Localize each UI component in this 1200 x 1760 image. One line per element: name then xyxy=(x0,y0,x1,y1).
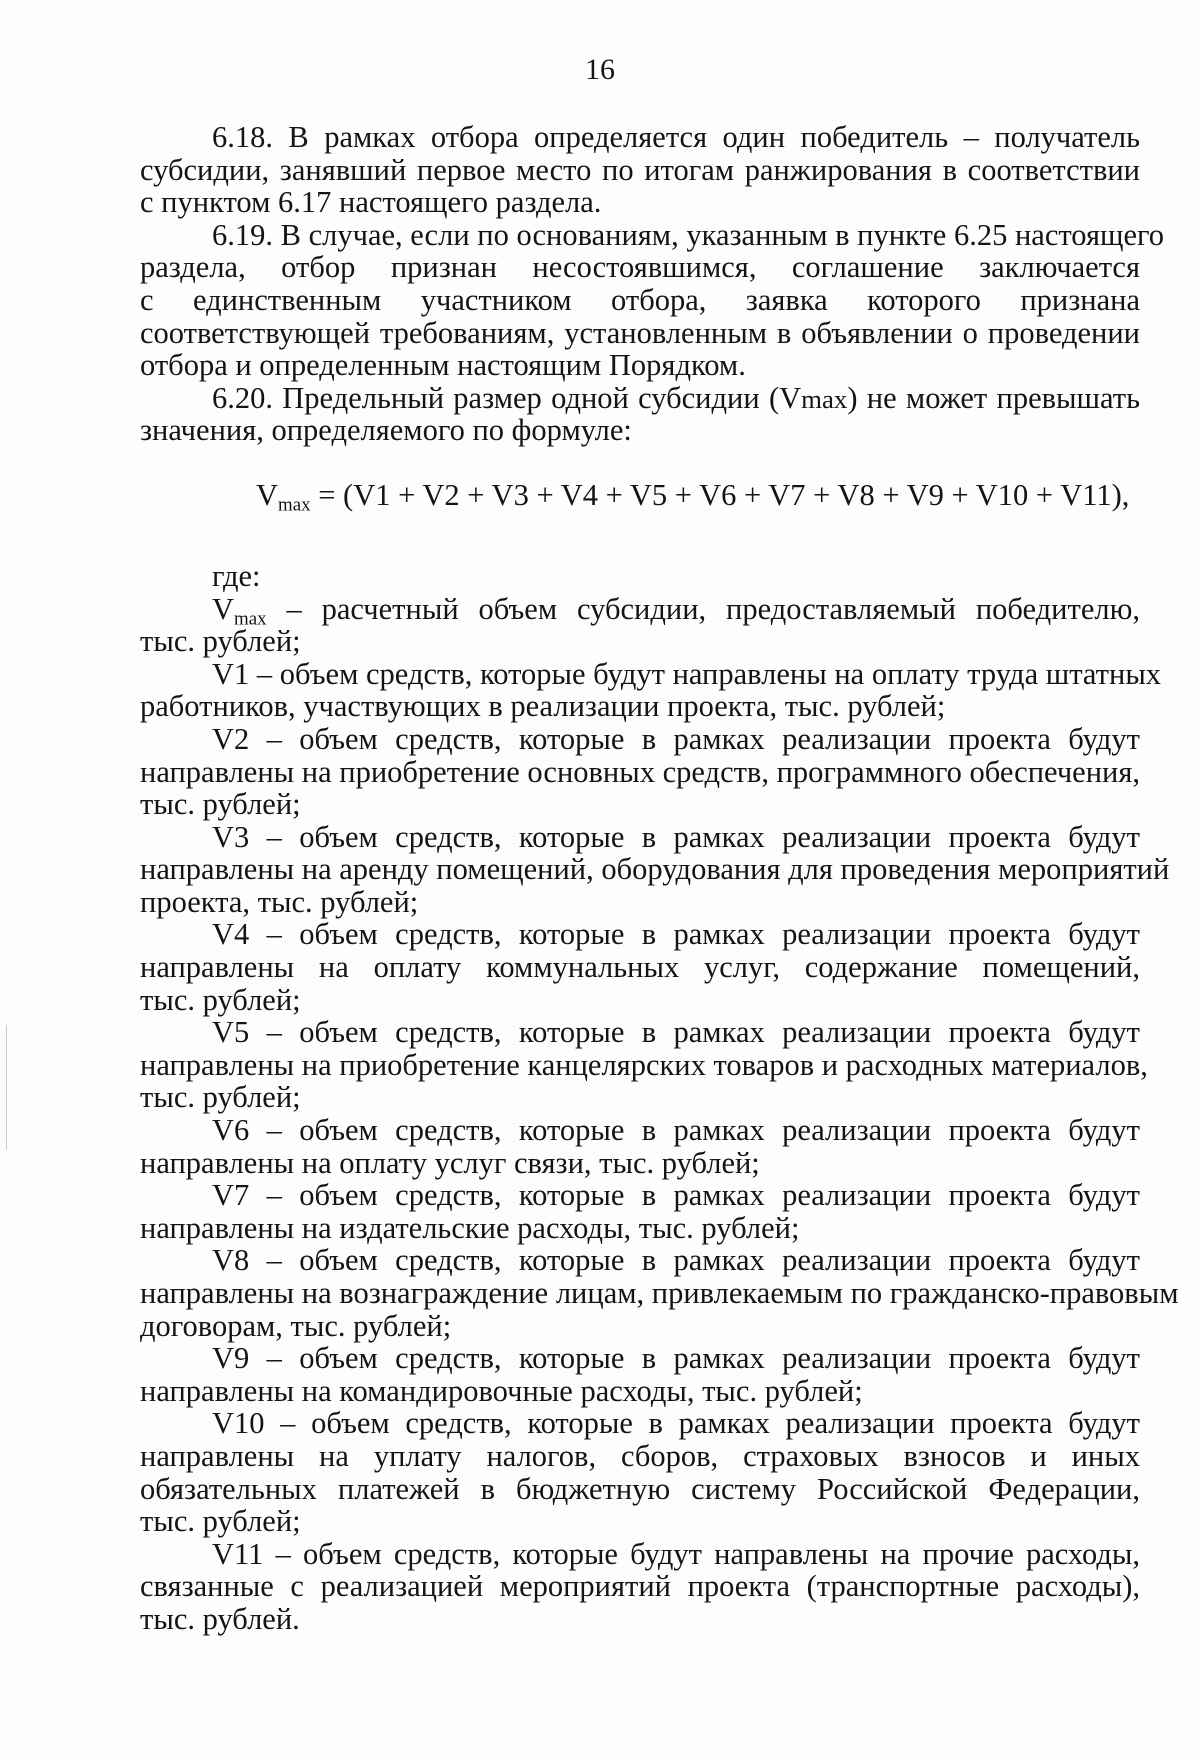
text-line: 6.19. В случае, если по основаниям, указанным в пункте 6.25 настоящего xyxy=(212,217,1165,252)
text-line: договорам, тыс. рублей; xyxy=(140,1308,452,1343)
text-line: тыс. рублей; xyxy=(140,1080,301,1115)
text-line: тыс. рублей; xyxy=(140,982,301,1017)
text-line: V10 – объем средств, которые в рамках реализации проекта будут xyxy=(212,1406,1140,1441)
text-line: V9 – объем средств, которые в рамках реализации проекта будут xyxy=(212,1341,1140,1376)
text-line: V8 – объем средств, которые в рамках реализации проекта будут xyxy=(212,1243,1140,1278)
formula-lhs: V xyxy=(256,477,279,512)
text-line: тыс. рублей; xyxy=(140,624,301,659)
definition-v5 xyxy=(140,1015,1148,1115)
text-line: направлены на издательские расходы, тыс. рублей; xyxy=(140,1210,800,1245)
definition-v4 xyxy=(140,918,1140,1016)
definition-v6 xyxy=(140,1114,1140,1179)
text-line: связанные с реализацией мероприятий проекта (транспортные расходы), xyxy=(140,1569,1140,1604)
definition-v9 xyxy=(140,1342,1140,1407)
text-line: V11 – объем средств, которые будут направлены на прочие расходы, xyxy=(212,1536,1140,1571)
where-label: где: xyxy=(212,558,261,593)
text-line: направлены на оплату коммунальных услуг, содержание помещений, xyxy=(140,950,1140,985)
text-line xyxy=(140,382,1140,415)
text-line: V5 – объем средств, которые в рамках реализации проекта будут xyxy=(212,1015,1140,1050)
text-line: направлены на командировочные расходы, тыс. рублей; xyxy=(140,1373,863,1408)
text-line: направлены на вознаграждение лицам, привлекаемым по гражданско-правовым xyxy=(140,1276,1179,1310)
text-line: субсидии, занявший первое место по итогам ранжирования в соответствии xyxy=(140,152,1140,187)
text-line xyxy=(140,591,1140,629)
text-line: значения, определяемого по формуле: xyxy=(140,413,632,448)
text-fragment: ) не может превышать xyxy=(847,380,1140,415)
definition-v10 xyxy=(140,1407,1140,1537)
text-line: тыс. рублей. xyxy=(140,1601,300,1636)
text-line: V7 – объем средств, которые в рамках реализации проекта будут xyxy=(212,1178,1140,1213)
text-line: направлены на приобретение основных средств, программного обеспечения, xyxy=(140,754,1140,789)
text-line: проекта, тыс. рублей; xyxy=(140,884,419,919)
text-fragment: 6.20. Предельный размер одной субсидии (V xyxy=(212,380,802,415)
page-number: 16 xyxy=(585,53,615,86)
definition-v3 xyxy=(140,819,1170,919)
text-line: направлены на приобретение канцелярских товаров и расходных материалов, xyxy=(140,1047,1148,1082)
paragraph-6-19 xyxy=(140,217,1165,383)
text-fragment: – расчетный объем субсидии, предоставляемый победителю, xyxy=(266,591,1140,626)
definition-v2 xyxy=(140,723,1140,821)
vmax-inline-sub: max xyxy=(801,383,848,414)
text-line: направлены на оплату услуг связи, тыс. рублей; xyxy=(140,1145,760,1180)
text-line: V3 – объем средств, которые в рамках реализации проекта будут xyxy=(212,819,1140,854)
definition-v7 xyxy=(140,1179,1140,1244)
formula-rhs: = (V1 + V2 + V3 + V4 + V5 + V6 + V7 + V8 + V9 + V10 + V11), xyxy=(310,477,1130,512)
text-line: соответствующей требованиям, установленным в объявлении о проведении xyxy=(140,315,1140,350)
definition-vmax xyxy=(140,593,1140,658)
definition-v1 xyxy=(140,656,1162,724)
spacer xyxy=(140,544,1140,560)
paragraph-6-20 xyxy=(140,382,1140,447)
formula-lhs-subscript: max xyxy=(278,494,311,516)
text-line: 6.18. В рамках отбора определяется один победитель – получатель xyxy=(212,120,1140,154)
text-line: с единственным участником отбора, заявка которого признана xyxy=(140,282,1140,317)
text-line: обязательных платежей в бюджетную систему Российской Федерации, xyxy=(140,1471,1140,1506)
formula xyxy=(140,447,1140,544)
text-line: раздела, отбор признан несостоявшимся, соглашение заключается xyxy=(140,250,1140,285)
scan-margin-mark xyxy=(6,1025,7,1150)
document-body xyxy=(140,120,1179,1636)
definition-v11 xyxy=(140,1538,1140,1636)
text-line: с пунктом 6.17 настоящего раздела. xyxy=(140,185,602,220)
text-line: тыс. рублей; xyxy=(140,787,301,822)
text-line: V2 – объем средств, которые в рамках реализации проекта будут xyxy=(212,721,1140,756)
text-line: отбора и определенным настоящим Порядком. xyxy=(140,348,746,383)
vmax-symbol: V xyxy=(212,591,235,626)
text-line: V1 – объем средств, которые будут направлены на оплату труда штатных xyxy=(212,656,1162,691)
definition-v8 xyxy=(140,1243,1179,1343)
text-line: работников, участвующих в реализации проекта, тыс. рублей; xyxy=(140,689,946,724)
text-line: направлены на уплату налогов, сборов, страховых взносов и иных xyxy=(140,1438,1140,1473)
vmax-subscript: max xyxy=(234,607,267,629)
text-line: V4 – объем средств, которые в рамках реализации проекта будут xyxy=(212,917,1140,952)
text-line: V6 – объем средств, которые в рамках реализации проекта будут xyxy=(212,1113,1140,1148)
paragraph-6-18 xyxy=(140,121,1140,219)
text-line: направлены на аренду помещений, оборудования для проведения мероприятий xyxy=(140,852,1170,887)
text-line: тыс. рублей; xyxy=(140,1504,301,1539)
